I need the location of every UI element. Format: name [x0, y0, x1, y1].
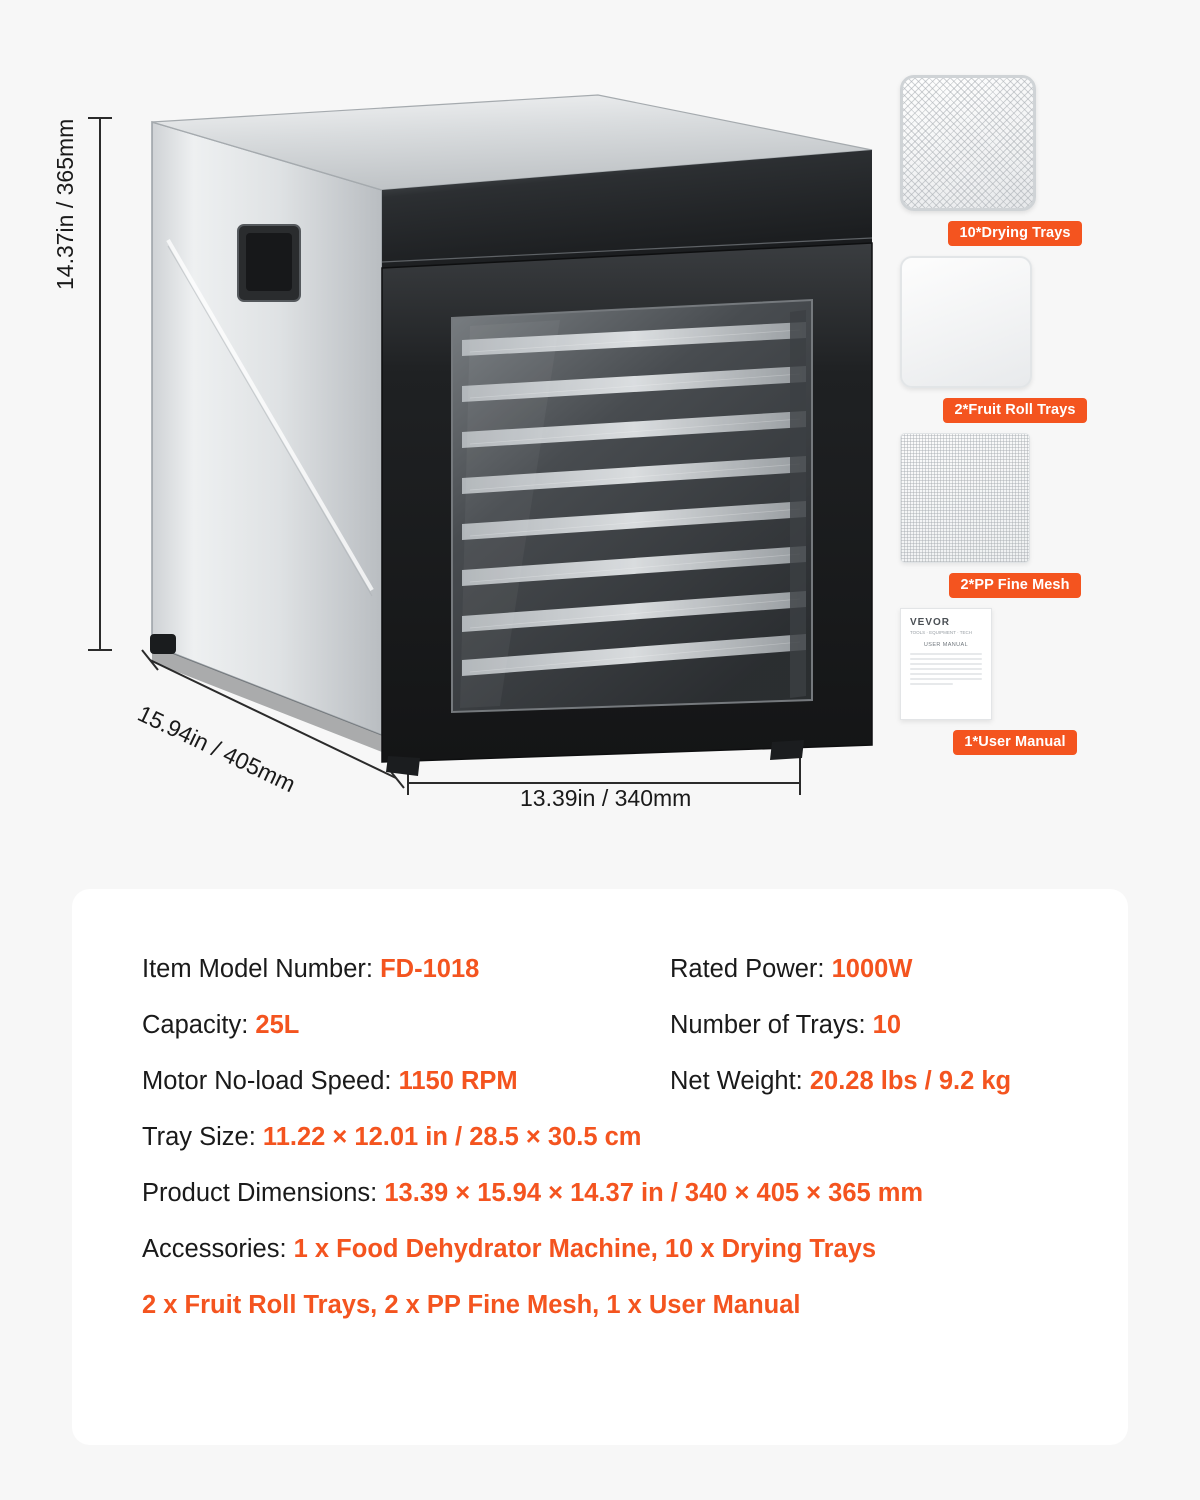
specifications-card: [72, 889, 1128, 1445]
spec-capacity-value: 25L: [255, 1011, 300, 1039]
spec-motor-speed: [142, 1053, 662, 1109]
dimension-width-label: 13.39in / 340mm: [520, 785, 692, 811]
manual-text-lines: [910, 653, 982, 685]
spec-motor-speed-label: Motor No-load Speed:: [142, 1067, 399, 1095]
drying-tray-icon: [900, 75, 1130, 211]
spec-accessories-value: 1 x Food Dehydrator Machine, 10 x Drying Trays: [293, 1235, 877, 1263]
pp-fine-mesh-icon: [900, 433, 1130, 563]
spec-trays: [662, 997, 1058, 1053]
spec-tray-size-label: Tray Size:: [142, 1123, 263, 1151]
manual-subtitle: TOOLS · EQUIPMENT · TECH: [910, 630, 973, 635]
spec-model: [142, 941, 662, 997]
accessory-label: 10*Drying Trays: [948, 221, 1081, 246]
accessory-user-manual: [900, 608, 1130, 755]
spec-net-weight: [662, 1053, 1058, 1109]
spec-tray-size-value: 11.22 × 12.01 in / 28.5 × 30.5 cm: [262, 1123, 642, 1151]
spec-power-value: 1000W: [831, 955, 913, 983]
fruit-roll-tray-icon: [900, 256, 1130, 388]
spec-product-dimensions-value: 13.39 × 15.94 × 14.37 in / 340 × 405 × 365 mm: [384, 1179, 924, 1207]
accessory-fruit-roll-trays: [900, 256, 1130, 423]
accessory-label: 2*Fruit Roll Trays: [943, 398, 1086, 423]
dimension-depth-label: 15.94in / 405mm: [133, 700, 300, 798]
dimension-height-label: 14.37in / 365mm: [52, 118, 78, 290]
spec-trays-value: 10: [872, 1011, 902, 1039]
spec-trays-label: Number of Trays:: [670, 1011, 873, 1039]
accessory-label: 1*User Manual: [953, 730, 1076, 755]
spec-tray-size: [142, 1109, 1058, 1165]
accessories-list: [900, 75, 1130, 765]
spec-motor-speed-value: 1150 RPM: [398, 1067, 518, 1095]
manual-brand: VEVOR: [910, 617, 951, 628]
user-manual-icon: [900, 608, 1130, 720]
spec-power: [662, 941, 1058, 997]
accessory-drying-trays: [900, 75, 1130, 246]
accessory-pp-fine-mesh: [900, 433, 1130, 598]
spec-product-dimensions: [142, 1165, 1058, 1221]
spec-model-label: Item Model Number:: [142, 955, 381, 983]
spec-capacity-label: Capacity:: [142, 1011, 256, 1039]
accessory-label: 2*PP Fine Mesh: [949, 573, 1080, 598]
spec-model-value: FD-1018: [380, 955, 480, 983]
spec-net-weight-value: 20.28 lbs / 9.2 kg: [809, 1067, 1012, 1095]
manual-title: USER MANUAL: [923, 642, 969, 648]
spec-power-label: Rated Power:: [670, 955, 832, 983]
spec-capacity: [142, 997, 662, 1053]
spec-accessories-label: Accessories:: [142, 1235, 294, 1263]
spec-accessories-cont: 2 x Fruit Roll Trays, 2 x PP Fine Mesh, 1 x User Manual: [142, 1291, 801, 1319]
spec-accessories: [142, 1221, 1058, 1277]
spec-net-weight-label: Net Weight:: [670, 1067, 810, 1095]
spec-product-dimensions-label: Product Dimensions:: [142, 1179, 385, 1207]
